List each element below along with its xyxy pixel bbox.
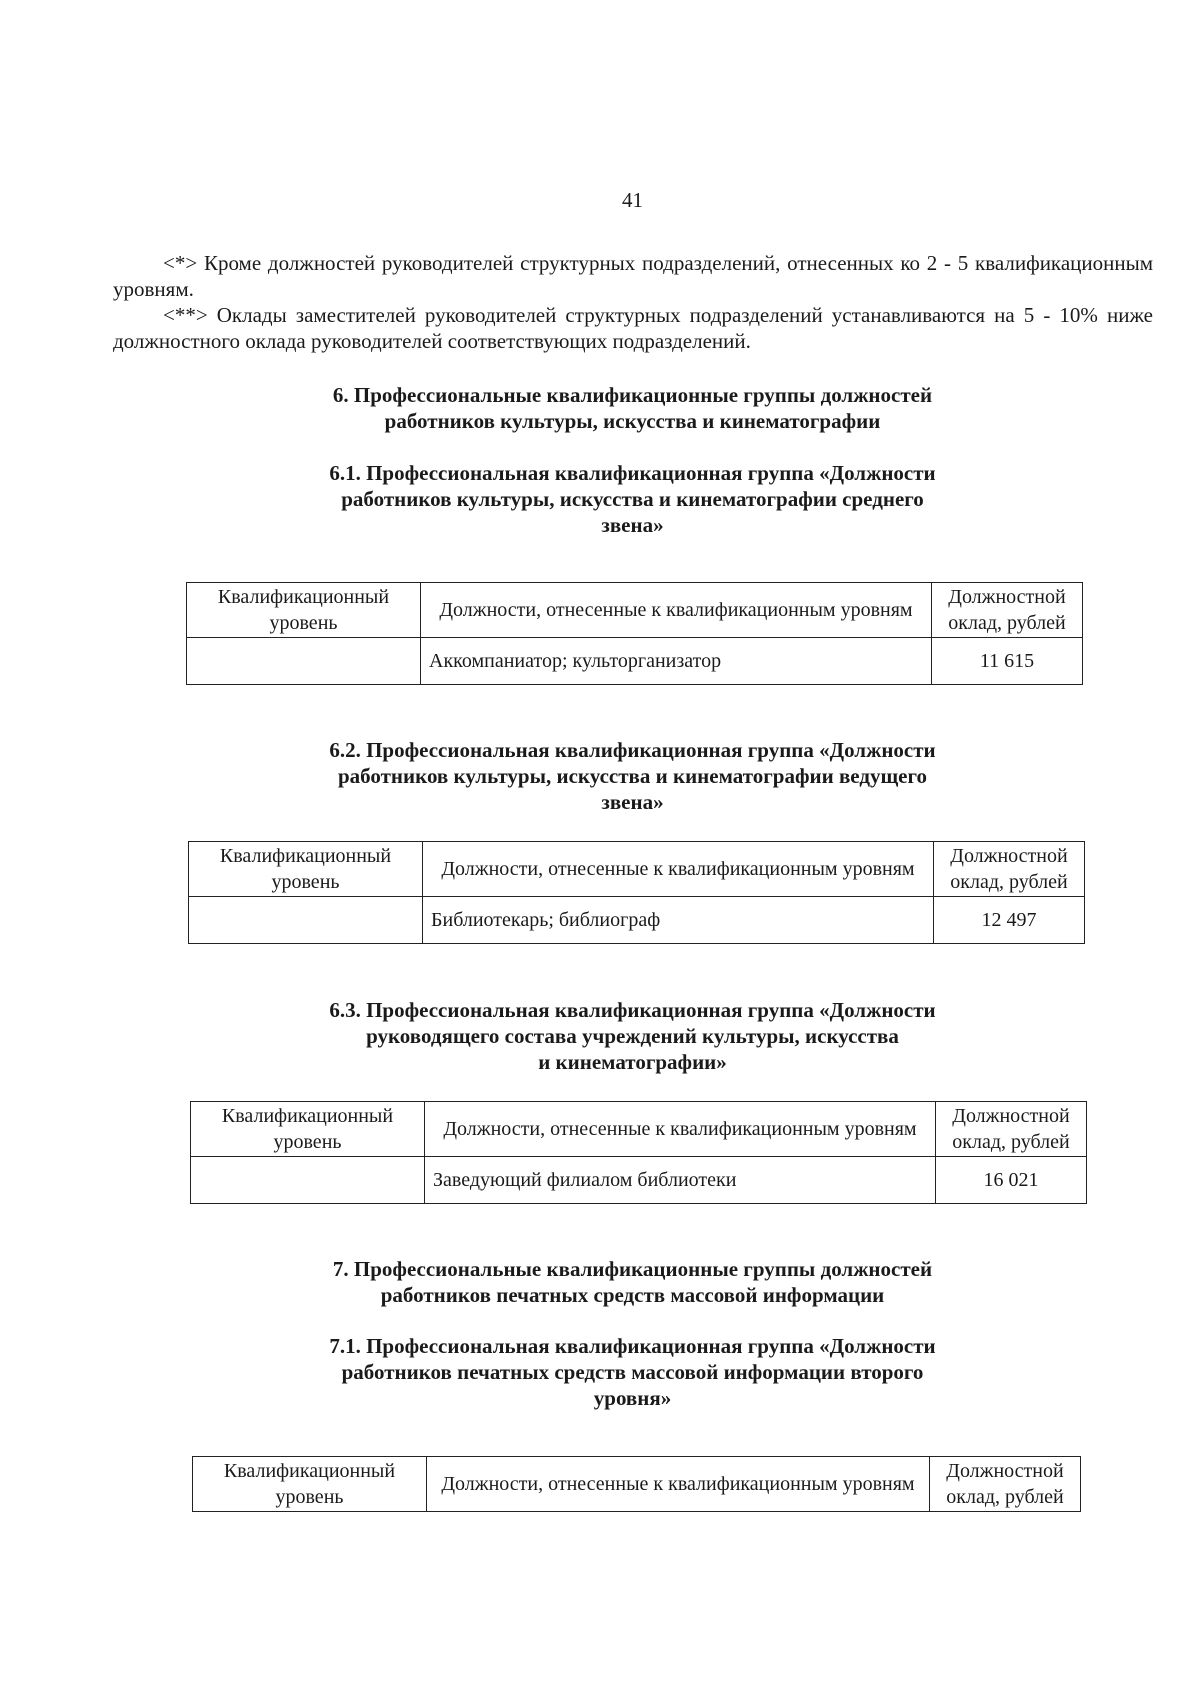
heading-line: 7.1. Профессиональная квалификационная группа «Должности bbox=[329, 1334, 936, 1358]
header-level: Квалификационный уровень bbox=[193, 1457, 427, 1512]
footnote-2: <**> Оклады заместителей руководителей структурных подразделений устанавливаются на 5 - 10% ниже должностного оклада руководителей соответствующих подразделений. bbox=[113, 303, 1153, 353]
table-7-1 bbox=[192, 1456, 1081, 1512]
heading-line: работников печатных средств массовой информации bbox=[380, 1283, 885, 1307]
section-6-heading bbox=[0, 382, 1200, 434]
cell-positions: Аккомпаниатор; культорганизатор bbox=[421, 638, 932, 685]
header-level: Квалификационный уровень bbox=[191, 1102, 425, 1157]
header-salary: Должностной оклад, рублей bbox=[934, 842, 1085, 897]
table-row bbox=[187, 638, 1083, 685]
header-salary: Должностной оклад, рублей bbox=[936, 1102, 1087, 1157]
cell-level bbox=[191, 1157, 425, 1204]
section-7-heading bbox=[0, 1256, 1200, 1308]
heading-line: уровня» bbox=[593, 1386, 672, 1410]
header-salary: Должностной оклад, рублей bbox=[930, 1457, 1081, 1512]
cell-salary: 16 021 bbox=[936, 1157, 1087, 1204]
table-6-3 bbox=[190, 1101, 1087, 1204]
section-6-2-heading bbox=[0, 737, 1200, 815]
cell-salary: 12 497 bbox=[934, 897, 1085, 944]
header-positions: Должности, отнесенные к квалификационным уровням bbox=[423, 842, 934, 897]
table-6-2 bbox=[188, 841, 1085, 944]
heading-line: 7. Профессиональные квалификационные группы должностей bbox=[332, 1257, 933, 1281]
header-positions: Должности, отнесенные к квалификационным уровням bbox=[427, 1457, 930, 1512]
table-header-row bbox=[187, 583, 1083, 638]
table-6-1 bbox=[186, 582, 1083, 685]
cell-positions: Заведующий филиалом библиотеки bbox=[425, 1157, 936, 1204]
table-header-row bbox=[191, 1102, 1087, 1157]
heading-line: работников печатных средств массовой информации второго bbox=[341, 1360, 924, 1384]
section-7-1-heading bbox=[0, 1333, 1200, 1411]
cell-positions: Библиотекарь; библиограф bbox=[423, 897, 934, 944]
header-level: Квалификационный уровень bbox=[189, 842, 423, 897]
header-positions: Должности, отнесенные к квалификационным уровням bbox=[421, 583, 932, 638]
cell-level bbox=[189, 897, 423, 944]
footnote-1: <*> Кроме должностей руководителей структурных подразделений, отнесенных ко 2 - 5 квалификационным уровням. bbox=[113, 251, 1153, 301]
heading-line: 6.1. Профессиональная квалификационная группа «Должности bbox=[329, 461, 936, 485]
cell-salary: 11 615 bbox=[932, 638, 1083, 685]
cell-level bbox=[187, 638, 421, 685]
table-row bbox=[191, 1157, 1087, 1204]
heading-line: звена» bbox=[601, 790, 664, 814]
header-positions: Должности, отнесенные к квалификационным уровням bbox=[425, 1102, 936, 1157]
heading-line: работников культуры, искусства и кинематографии среднего bbox=[341, 487, 924, 511]
heading-line: 6.2. Профессиональная квалификационная группа «Должности bbox=[329, 738, 936, 762]
heading-line: 6. Профессиональные квалификационные группы должностей bbox=[332, 383, 933, 407]
page-number: 41 bbox=[622, 188, 643, 212]
heading-line: и кинематографии» bbox=[538, 1050, 727, 1074]
section-6-1-heading bbox=[0, 460, 1200, 538]
heading-line: работников культуры, искусства и кинематографии ведущего bbox=[337, 764, 928, 788]
heading-line: руководящего состава учреждений культуры, искусства bbox=[366, 1024, 899, 1048]
table-row bbox=[189, 897, 1085, 944]
heading-line: работников культуры, искусства и кинематографии bbox=[384, 409, 881, 433]
table-header-row bbox=[193, 1457, 1081, 1512]
header-salary: Должностной оклад, рублей bbox=[932, 583, 1083, 638]
heading-line: 6.3. Профессиональная квалификационная группа «Должности bbox=[329, 998, 936, 1022]
table-header-row bbox=[189, 842, 1085, 897]
header-level: Квалификационный уровень bbox=[187, 583, 421, 638]
section-6-3-heading bbox=[0, 997, 1200, 1075]
heading-line: звена» bbox=[601, 513, 664, 537]
